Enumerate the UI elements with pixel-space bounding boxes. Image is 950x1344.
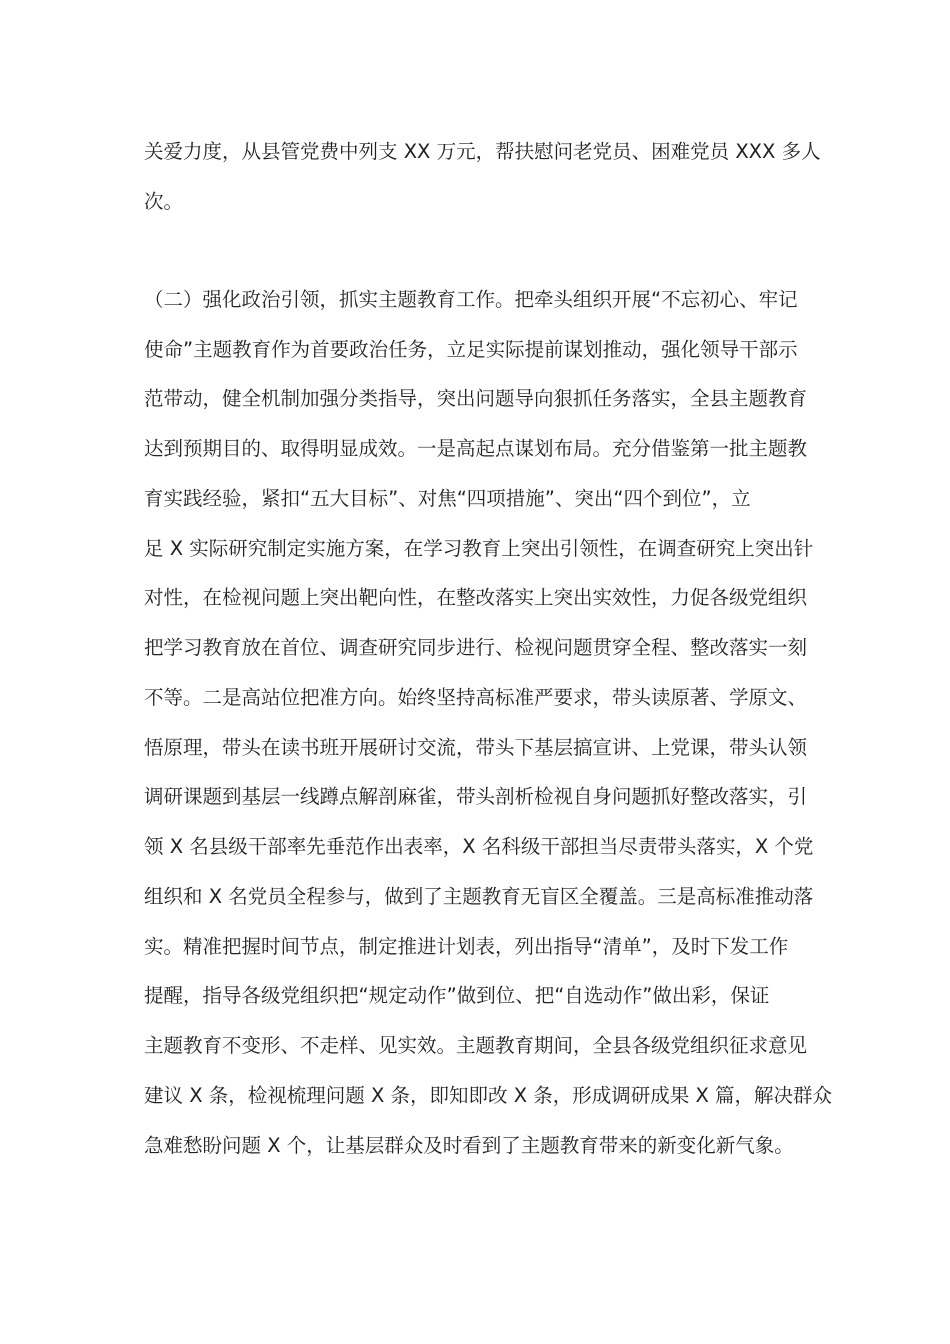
paragraph-2-line: 达到预期目的、取得明显成效。一是高起点谋划布局。充分借鉴第一批主题教 bbox=[144, 437, 808, 460]
paragraph-2-line: 育实践经验，紧扣“五大目标”、对焦“四项措施”、突出“四个到位”，立 bbox=[144, 487, 751, 510]
paragraph-2-line: 提醒，指导各级党组织把“规定动作”做到位、把“自选动作”做出彩，保证 bbox=[144, 984, 770, 1007]
paragraph-2-line: 建议 X 条，检视梳理问题 X 条，即知即改 X 条，形成调研成果 X 篇，解决群众 bbox=[144, 1084, 833, 1107]
paragraph-1-line: 次。 bbox=[144, 190, 184, 213]
paragraph-2-line: （二）强化政治引领，抓实主题教育工作。把牵头组织开展“不忘初心、牢记 bbox=[144, 288, 798, 311]
paragraph-2-line: 对性，在检视问题上突出靶向性，在整改落实上突出实效性，力促各级党组织 bbox=[144, 586, 808, 609]
paragraph-2-line: 足 X 实际研究制定实施方案，在学习教育上突出引领性，在调查研究上突出针 bbox=[144, 537, 814, 560]
paragraph-2-line: 调研课题到基层一线蹲点解剖麻雀，带头剖析检视自身问题抓好整改落实，引 bbox=[144, 785, 808, 808]
paragraph-2-line: 急难愁盼问题 X 个，让基层群众及时看到了主题教育带来的新变化新气象。 bbox=[144, 1134, 794, 1157]
paragraph-2-line: 实。精准把握时间节点，制定推进计划表，列出指导“清单”，及时下发工作 bbox=[144, 935, 789, 958]
paragraph-2-line: 范带动，健全机制加强分类指导，突出问题导向狠抓任务落实，全县主题教育 bbox=[144, 387, 808, 410]
paragraph-1-line: 关爱力度，从县管党费中列支 XX 万元，帮扶慰问老党员、困难党员 XXX 多人 bbox=[144, 140, 821, 163]
paragraph-2-line: 悟原理，带头在读书班开展研讨交流，带头下基层搞宣讲、上党课，带头认领 bbox=[144, 736, 808, 759]
paragraph-2-line: 不等。二是高站位把准方向。始终坚持高标准严要求，带头读原著、学原文、 bbox=[144, 686, 808, 709]
paragraph-2-line: 组织和 X 名党员全程参与，做到了主题教育无盲区全覆盖。三是高标准推动落 bbox=[144, 885, 814, 908]
paragraph-2-line: 主题教育不变形、不走样、见实效。主题教育期间，全县各级党组织征求意见 bbox=[144, 1034, 808, 1057]
paragraph-2-line: 把学习教育放在首位、调查研究同步进行、检视问题贯穿全程、整改落实一刻 bbox=[144, 636, 808, 659]
paragraph-2-line: 领 X 名县级干部率先垂范作出表率，X 名科级干部担当尽责带头落实，X 个党 bbox=[144, 835, 814, 858]
paragraph-2-line: 使命”主题教育作为首要政治任务，立足实际提前谋划推动，强化领导干部示 bbox=[144, 338, 798, 361]
